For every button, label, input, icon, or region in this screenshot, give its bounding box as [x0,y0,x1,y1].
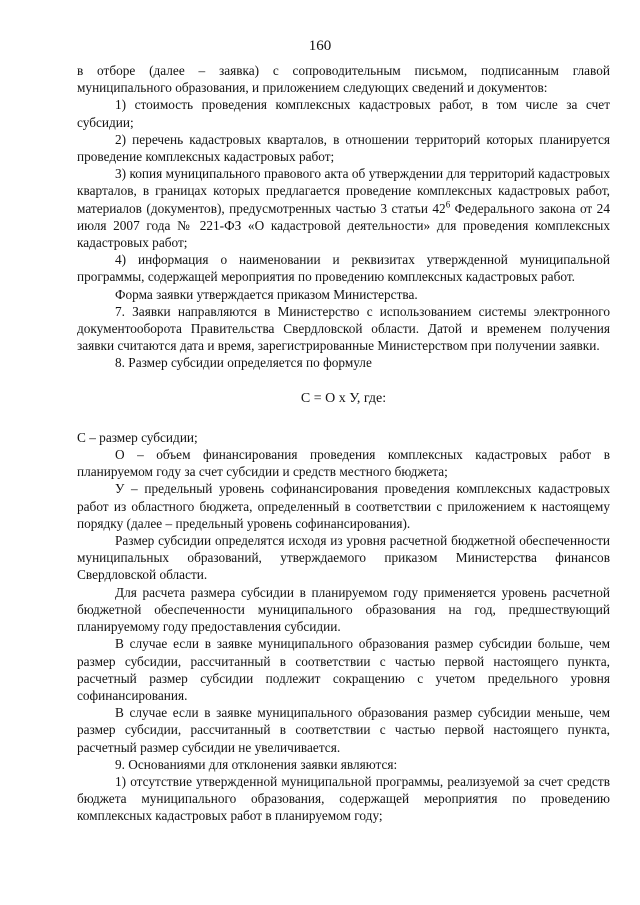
list-item-cost: 1) стоимость проведения комплексных кадастровых работ, в том числе за счет субсидии; [77,97,610,130]
formula-var-u: У – предельный уровень софинансирования проведения комплексных кадастровых работ из областного бюджета, определенный в соответствии с приложением к настоящему порядку (далее – предельный уровень софинансирования). [77,481,610,531]
paragraph-clause-9: 9. Основаниями для отклонения заявки являются: [115,756,398,772]
paragraph-clause-7: 7. Заявки направляются в Министерство с использованием системы электронного документооборота Правительства Свердловской области. Датой и временем получения заявки считаются дата и время, зарегистрированные Министерством при получении заявки. [77,303,610,354]
paragraph-clause-8: 8. Размер субсидии определяется по формуле [115,355,372,371]
formula-var-o: О – объем финансирования проведения комплексных кадастровых работ в планируемом году за счет субсидии и средств местного бюджета; [77,447,610,480]
list-item-quarters: 2) перечень кадастровых кварталов, в отношении территорий которых планируется проведение комплексных кадастровых работ; [77,131,610,165]
paragraph-subsidy-level: Размер субсидии определятся исходя из уровня расчетной бюджетной обеспеченности муниципальных образований, утверждаемого приказом Министерства финансов Свердловской области. [77,533,610,583]
subsidy-formula: С = О х У, где: [300,390,387,406]
legal-act-text-start: 3) копия муниципального правового акта об утверждении для территорий кадастровых кварталов, в границах которых предлагается проведение комплексных кадастровых работ, материалов (документов), предусмотренных частью 3 статьи 42 [77,166,610,216]
list-item-legal-act [77,165,610,251]
paragraph-subsidy-greater: В случае если в заявке муниципального образования размер субсидии больше, чем размер субсидии, рассчитанный в соответствии с частью первой настоящего пункта, расчетный размер субсидии подлежит сокращению с учетом предельного уровня софинансирования. [77,636,610,703]
page-number: 160 [308,38,332,54]
list-item-program-info: 4) информация о наименовании и реквизитах утвержденной муниципальной программы, содержащей мероприятия по проведению комплексных кадастровых работ. [77,252,610,285]
article-superscript: 6 [445,199,451,210]
legal-act-text-end: Федерального закона от 24 июля 2007 года № 221-ФЗ «О кадастровой деятельности» для проведения комплексных кадастровых работ; [77,200,610,251]
document-body [77,62,610,825]
formula-var-c: С – размер субсидии; [77,429,198,445]
paragraph-application-form: Форма заявки утверждается приказом Министерства. [115,286,418,302]
list-item-rejection-1: 1) отсутствие утвержденной муниципальной программы, реализуемой за счет средств бюджета муниципального образования, содержащей мероприятия по проведению комплексных кадастровых работ в планируемом году; [77,773,610,824]
paragraph-intro-continuation: в отборе (далее – заявка) с сопроводительным письмом, подписанным главой муниципального образования, и приложением следующих сведений и документов: [77,63,610,96]
paragraph-subsidy-less: В случае если в заявке муниципального образования размер субсидии меньше, чем размер субсидии, рассчитанный в соответствии с частью первой настоящего пункта, расчетный размер субсидии не увеличивается. [77,705,610,755]
paragraph-calculation-year: Для расчета размера субсидии в планируемом году применяется уровень расчетной бюджетной обеспеченности муниципального образования на год, предшествующий планируемому году предоставления субсидии. [77,584,610,635]
